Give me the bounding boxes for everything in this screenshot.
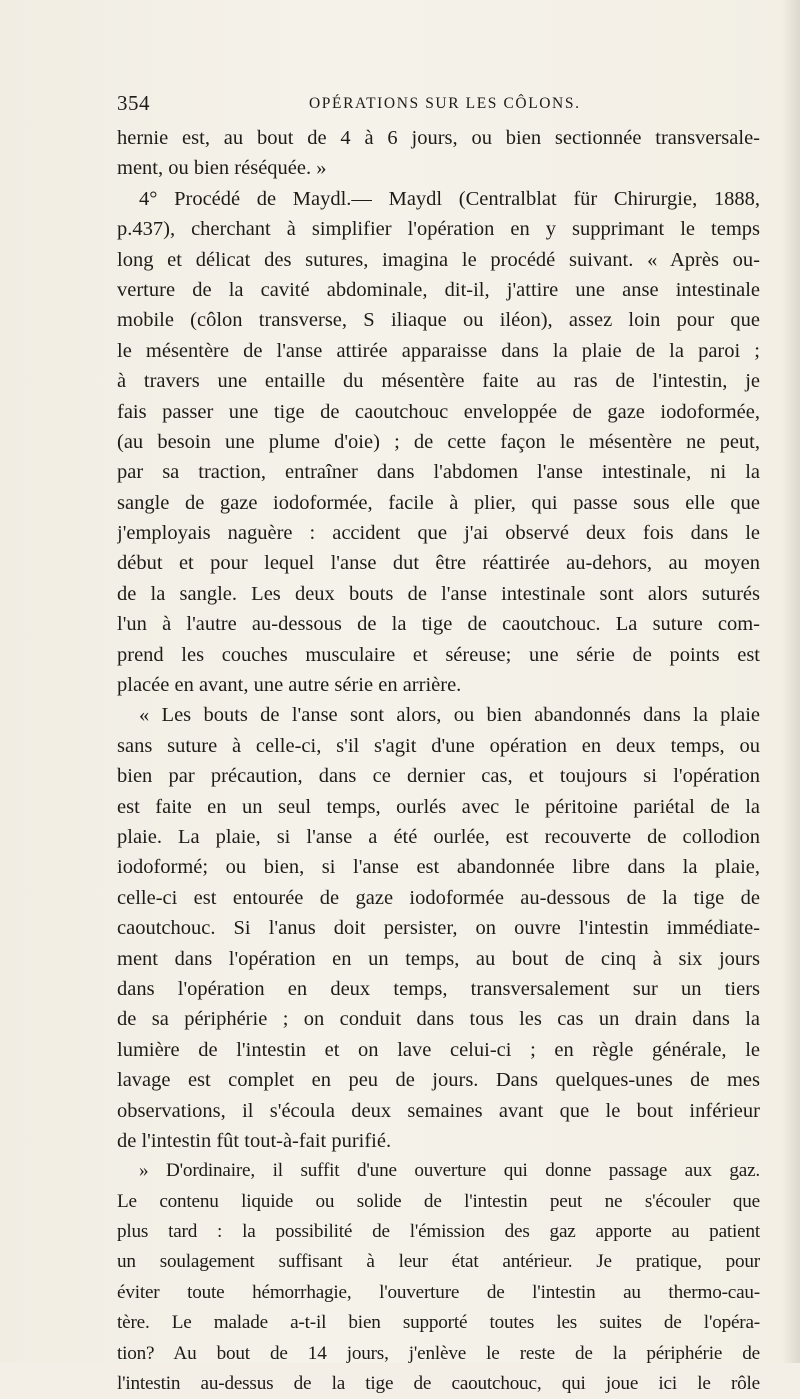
running-title: OPÉRATIONS SUR LES CÔLONS. <box>309 95 581 112</box>
page-number: 354 <box>117 91 150 115</box>
text-line: début et pour lequel l'anse dut être réattirée au-dehors, au moyen <box>117 552 760 575</box>
body-text <box>117 123 760 1399</box>
text-line: hernie est, au bout de 4 à 6 jours, ou bien sectionnée transversale- <box>117 127 760 149</box>
text-line: ment dans l'opération en un temps, au bout de cinq à six jours <box>117 947 760 970</box>
text-line: p.437), cherchant à simplifier l'opération en y supprimant le temps <box>117 218 760 241</box>
text-line: placée en avant, une autre série en arrière. <box>117 674 462 697</box>
text-line: caoutchouc. Si l'anus doit persister, on ouvre l'intestin immédiate- <box>117 917 760 940</box>
text-line: le mésentère de l'anse attirée apparaisse dans la plaie de la paroi ; <box>117 339 760 362</box>
text-line: ment, ou bien réséquée. » <box>117 157 327 180</box>
text-line: fais passer une tige de caoutchouc enveloppée de gaze iodoformée, <box>117 400 760 423</box>
text-line: » D'ordinaire, il suffit d'une ouverture qui donne passage aux gaz. <box>139 1160 760 1182</box>
text-line: prend les couches musculaire et séreuse; une série de points est <box>117 643 760 666</box>
text-line: verture de la cavité abdominale, dit-il, j'attire une anse intestinale <box>117 278 760 301</box>
text-line: de sa périphérie ; on conduit dans tous les cas un drain dans la <box>117 1008 760 1031</box>
text-line: long et délicat des sutures, imagina le procédé suivant. « Après ou- <box>117 248 760 271</box>
page-edge-shadow <box>782 0 800 1363</box>
text-line: un soulagement suffisant à leur état antérieur. Je pratique, pour <box>117 1251 760 1273</box>
text-line: plaie. La plaie, si l'anse a été ourlée, est recouverte de collodion <box>117 825 760 848</box>
text-line: lavage est complet en peu de jours. Dans quelques-unes de mes <box>117 1069 760 1092</box>
text-line: (au besoin une plume d'oie) ; de cette façon le mésentère ne peut, <box>117 430 760 453</box>
text-line: plus tard : la possibilité de l'émission des gaz apporte au patient <box>117 1221 760 1243</box>
text-line: à travers une entaille du mésentère faite au ras de l'intestin, je <box>117 370 760 393</box>
text-line: « Les bouts de l'anse sont alors, ou bien abandonnés dans la plaie <box>139 704 760 727</box>
text-line: iodoformé; ou bien, si l'anse est abandonnée libre dans la plaie, <box>117 856 760 879</box>
text-line: éviter toute hémorrhagie, l'ouverture de l'intestin au thermo-cau- <box>117 1281 760 1303</box>
text-line: Le contenu liquide ou solide de l'intestin peut ne s'écouler que <box>117 1190 760 1212</box>
text-line: 4° Procédé de Maydl.— Maydl (Centralblat für Chirurgie, 1888, <box>139 187 760 210</box>
text-line: par sa traction, entraîner dans l'abdomen l'anse intestinale, ni la <box>117 461 760 484</box>
text-line: tère. Le malade a-t-il bien supporté toutes les suites de l'opéra- <box>117 1312 760 1334</box>
text-line: l'un à l'autre au-dessous de la tige de caoutchouc. La suture com- <box>117 613 760 636</box>
text-line: celle-ci est entourée de gaze iodoformée au-dessous de la tige de <box>117 886 760 909</box>
text-line: j'employais naguère : accident que j'ai observé deux fois dans le <box>117 522 760 545</box>
text-line: sans suture à celle-ci, s'il s'agit d'une opération en deux temps, ou <box>117 734 760 757</box>
text-line: l'intestin au-dessus de la tige de caoutchouc, qui joue ici le rôle <box>117 1373 760 1395</box>
text-line: mobile (côlon transverse, S iliaque ou iléon), assez loin pour que <box>117 309 760 332</box>
text-line: tion? Au bout de 14 jours, j'enlève le reste de la périphérie de <box>117 1342 760 1364</box>
text-line: observations, il s'écoula deux semaines avant que le bout inférieur <box>117 1099 760 1122</box>
text-line: est faite en un seul temps, ourlés avec le péritoine pariétal de la <box>117 795 760 818</box>
text-line: dans l'opération en deux temps, transversalement sur un tiers <box>117 977 760 1000</box>
text-line: bien par précaution, dans ce dernier cas, et toujours si l'opération <box>117 765 760 788</box>
text-line: lumière de l'intestin et on lave celui-ci ; en règle générale, le <box>117 1038 760 1061</box>
page-header <box>117 91 757 121</box>
text-line: de la sangle. Les deux bouts de l'anse intestinale sont alors suturés <box>117 582 760 605</box>
text-line: sangle de gaze iodoformée, facile à plier, qui passe sous elle que <box>117 491 760 514</box>
text-line: de l'intestin fût tout-à-fait purifié. <box>117 1129 392 1152</box>
